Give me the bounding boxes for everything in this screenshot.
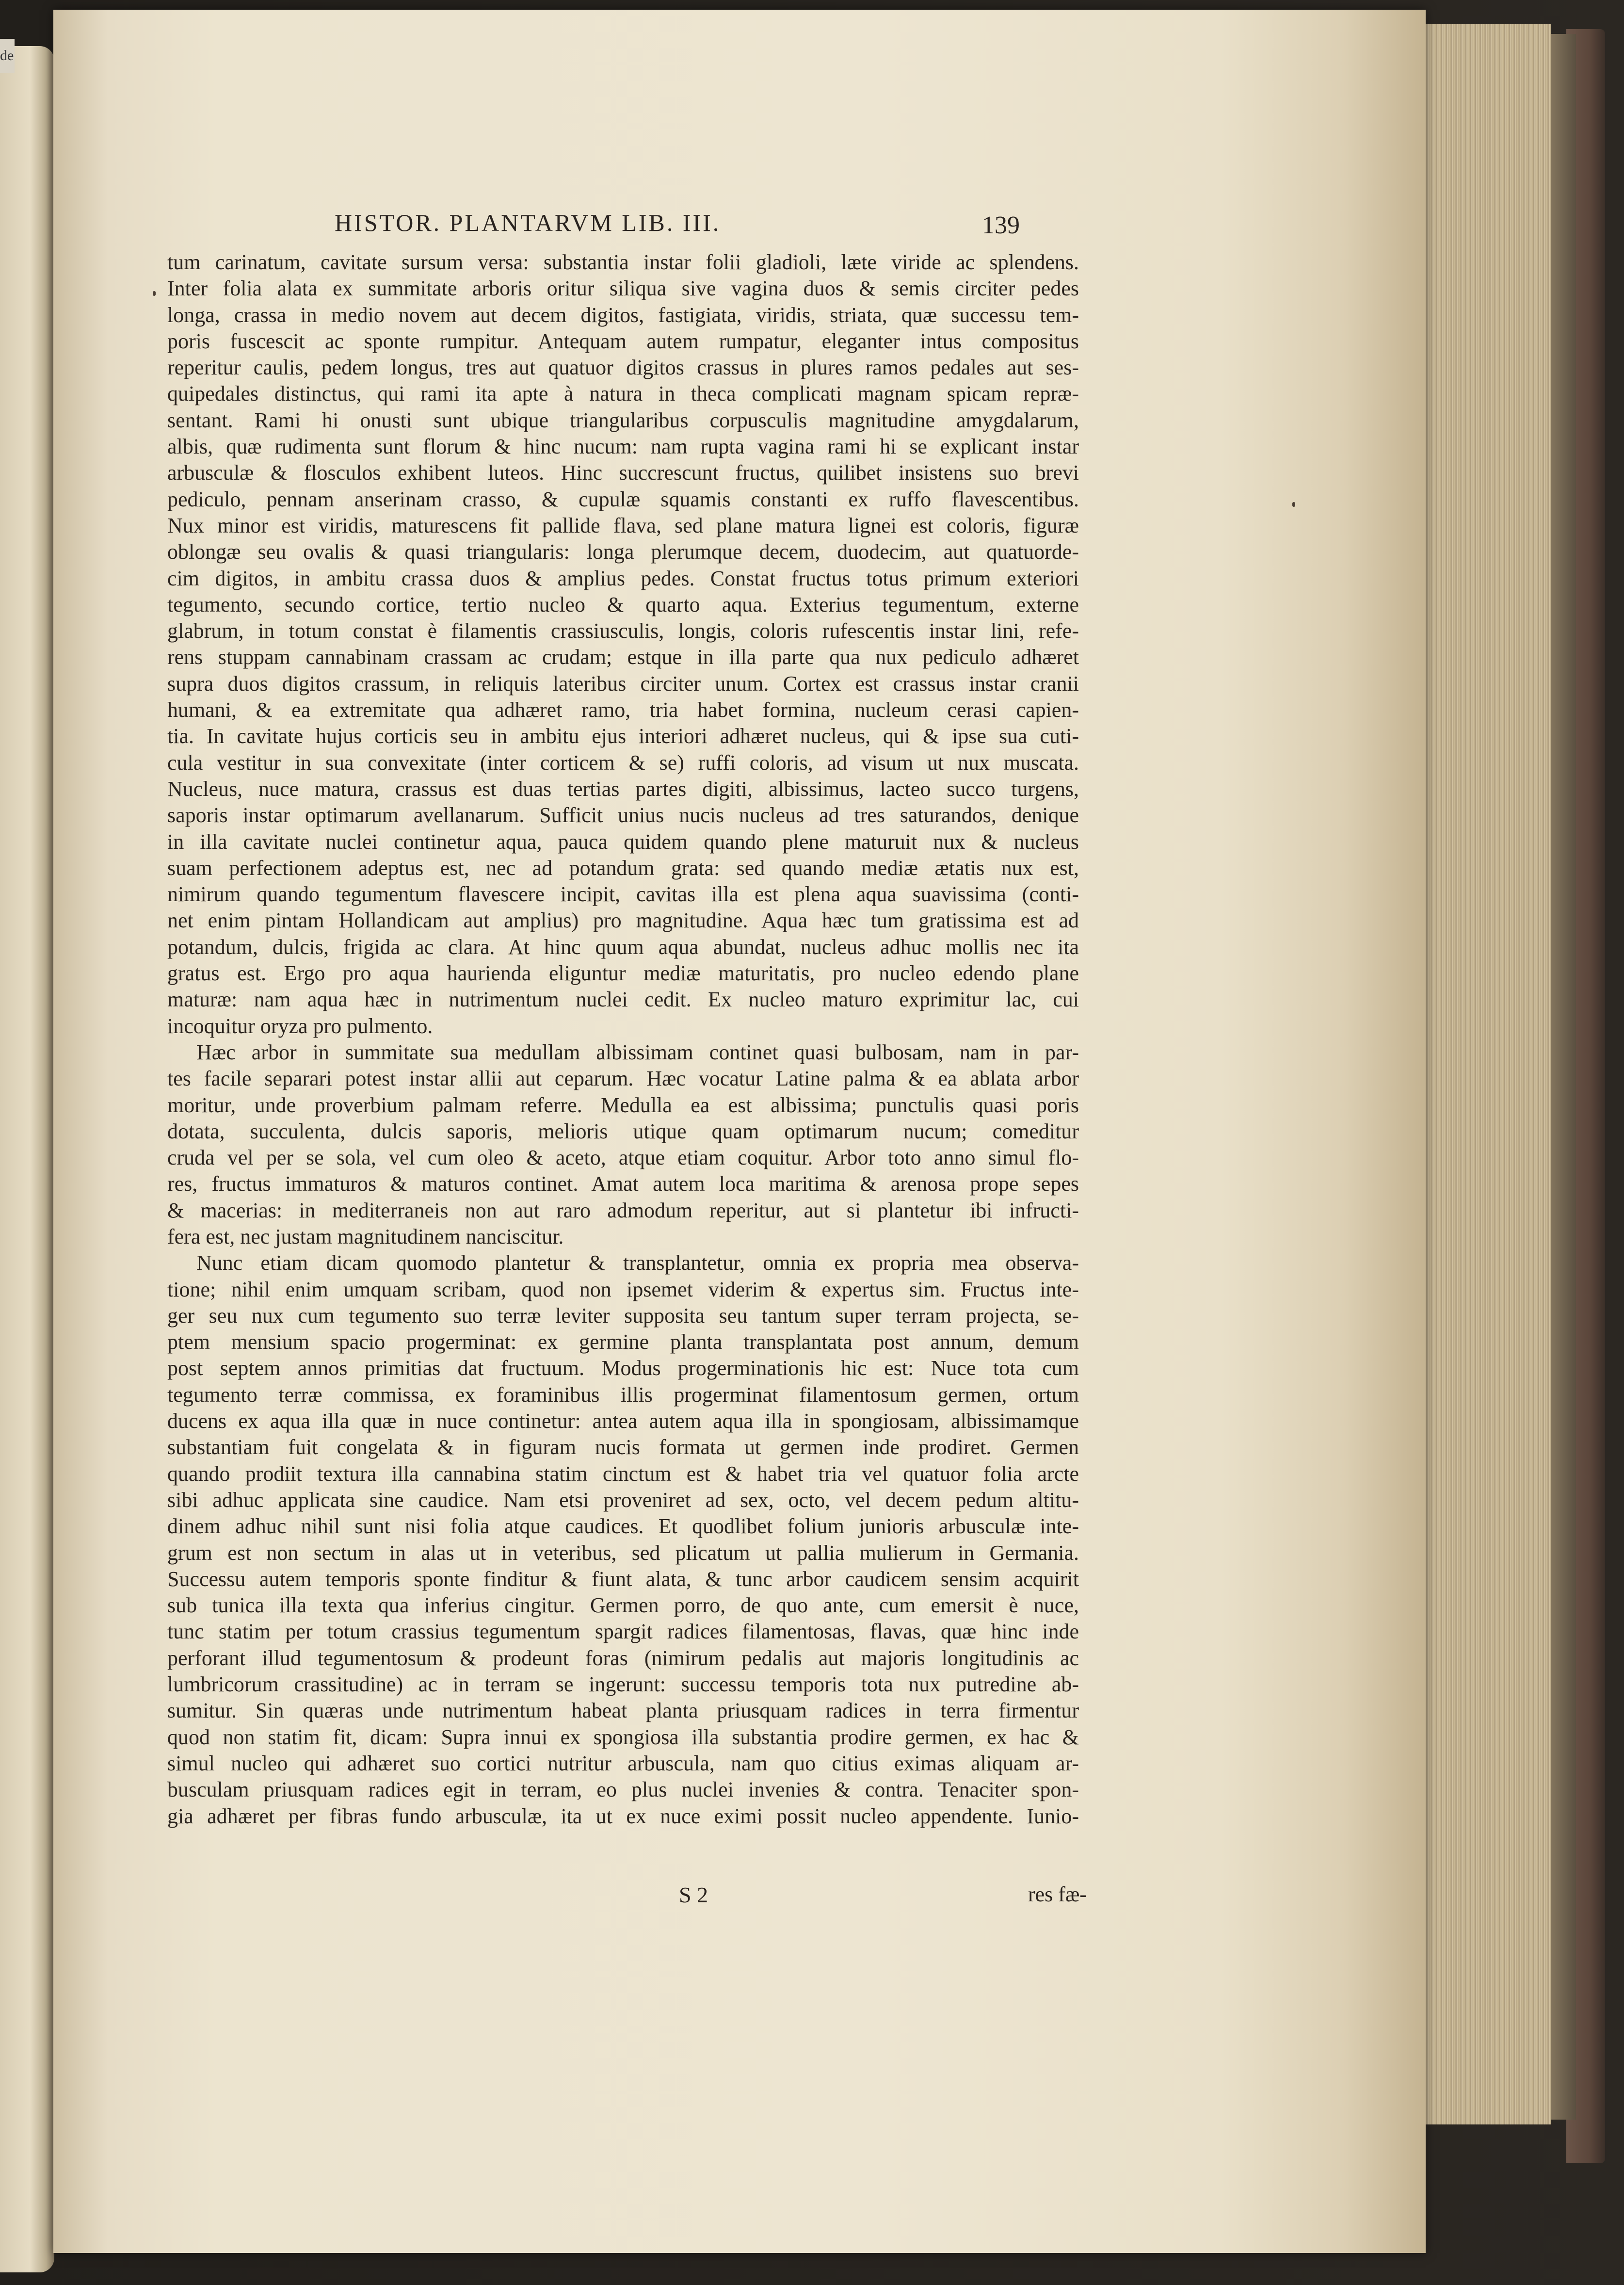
text-line: dotata, succulenta, dulcis saporis, melioris utique quam optimarum nucum; comeditur bbox=[167, 1119, 1079, 1143]
text-line: quipedales distinctus, qui rami ita apte à natura in theca complicati magnam spicam repræ- bbox=[167, 382, 1079, 406]
text-line: pediculo, pennam anserinam crasso, & cupulæ squamis constanti ex ruffo flavescentibus. bbox=[167, 487, 1079, 511]
text-line: ducens ex aqua illa quæ in nuce continetur: antea autem aqua illa in spongiosam, albissimamque bbox=[167, 1409, 1079, 1433]
text-line: longa, crassa in medio novem aut decem digitos, fastigiata, viridis, striata, quæ successu tem- bbox=[167, 303, 1079, 327]
text-line: grum est non sectum in alas ut in veteribus, sed plicatum ut pallia mulierum in Germania. bbox=[167, 1540, 1079, 1565]
text-line: maturæ: nam aqua hæc in nutrimentum nuclei cedit. Ex nucleo maturo exprimitur lac, cui bbox=[167, 988, 1079, 1012]
text-line: rens stuppam cannabinam crassam ac crudam; estque in illa parte qua nux pediculo adhæret bbox=[167, 645, 1079, 669]
text-line: & macerias: in mediterraneis non aut raro admodum reperitur, aut si plantetur ibi infructi- bbox=[167, 1198, 1079, 1222]
text-line: Nux minor est viridis, maturescens fit pallide flava, sed plane matura lignei est coloris, figuræ bbox=[167, 513, 1079, 537]
text-line: oblongæ seu ovalis & quasi triangularis: longa plerumque decem, duodecim, aut quatuorde- bbox=[167, 540, 1079, 564]
text-line: quando prodiit textura illa cannabina statim cinctum est & habet tria vel quatuor folia arcte bbox=[167, 1461, 1079, 1486]
text-line: tum carinatum, cavitate sursum versa: substantia instar folii gladioli, læte viride ac splendens. bbox=[167, 250, 1079, 274]
text-line: reperitur caulis, pedem longus, tres aut quatuor digitos crassus in plures ramos pedales aut ses- bbox=[167, 356, 1079, 380]
text-line: poris fuscescit ac sponte rumpitur. Antequam autem rumpatur, eleganter intus compositus bbox=[167, 329, 1079, 353]
text-line: simul nucleo qui adhæret suo cortici nutritur arbuscula, nam quo citius eximas aliquam ar- bbox=[167, 1751, 1079, 1775]
text-line: gia adhæret per fibras fundo arbusculæ, ita ut ex nuce eximi possit nucleo appendente. Iunio- bbox=[167, 1804, 1079, 1828]
text-line: Hæc arbor in summitate sua medullam albissimam continet quasi bulbosam, nam in par- bbox=[196, 1040, 1079, 1064]
text-line: cim digitos, in ambitu crassa duos & amplius pedes. Constat fructus totus primum exteriori bbox=[167, 566, 1079, 590]
text-line: net enim pintam Hollandicam aut amplius) pro magnitudine. Aqua hæc tum gratissima est ad bbox=[167, 908, 1079, 933]
text-line: sentant. Rami hi onusti sunt ubique triangularibus corpusculis magnitudine amygdalarum, bbox=[167, 408, 1079, 432]
text-line: tione; nihil enim umquam scribam, quod non ipsemet viderim & expertus sim. Fructus inte- bbox=[167, 1277, 1079, 1301]
ink-speck bbox=[1292, 502, 1295, 507]
text-line: busculam priusquam radices egit in terram, eo plus nuclei invenies & contra. Tenaciter spon- bbox=[167, 1778, 1079, 1802]
text-line: tegumento, secundo cortice, tertio nucleo & quarto aqua. Exterius tegumentum, externe bbox=[167, 592, 1079, 616]
text-line: humani, & ea extremitate qua adhæret ramo, tria habet formina, nucleum cerasi capien- bbox=[167, 698, 1079, 722]
text-line: potandum, dulcis, frigida ac clara. At hinc quum aqua abundat, nucleus adhuc mollis nec ita bbox=[167, 935, 1079, 959]
text-line: Nunc etiam dicam quomodo plantetur & transplantetur, omnia ex propria mea observa- bbox=[196, 1251, 1079, 1275]
text-line: albis, quæ rudimenta sunt florum & hinc nucum: nam rupta vagina rami hi se explicant instar bbox=[167, 435, 1079, 459]
text-line: quod non statim fit, dicam: Supra innui ex spongiosa illa substantia prodire germen, ex hac & bbox=[167, 1725, 1079, 1749]
text-line: Inter folia alata ex summitate arboris oritur siliqua sive vagina duos & semis circiter pedes bbox=[167, 276, 1079, 301]
text-line: cula vestitur in sua convexitate (inter corticem & se) ruffi coloris, ad visum ut nux muscata. bbox=[167, 750, 1079, 775]
text-line: supra duos digitos crassum, in reliquis lateribus circiter unum. Cortex est crassus instar cranii bbox=[167, 671, 1079, 696]
text-line: sumitur. Sin quæras unde nutrimentum habeat planta priusquam radices in terra firmentur bbox=[167, 1699, 1079, 1723]
text-line: ger seu nux cum tegumento suo terræ leviter supposita seu tantum super terram projecta, se- bbox=[167, 1303, 1079, 1328]
text-line: sub tunica illa texta qua inferius cingitur. Germen porro, de quo ante, cum emersit è nuce, bbox=[167, 1593, 1079, 1618]
text-line: glabrum, in totum constat è filamentis crassiusculis, longis, coloris rufescentis instar lini, refe- bbox=[167, 619, 1079, 643]
text-line: cruda vel per se sola, vel cum oleo & aceto, atque etiam coquitur. Arbor toto anno simul flo- bbox=[167, 1146, 1079, 1170]
text-line: arbusculæ & flosculos exhibent luteos. Hinc succrescunt fructus, quilibet insistens suo brevi bbox=[167, 461, 1079, 485]
text-line: post septem annos primitias dat fructuum. Modus progerminationis hic est: Nuce tota cum bbox=[167, 1356, 1079, 1380]
left-page-edge bbox=[0, 46, 54, 2272]
text-line: fera est, nec justam magnitudinem nanciscitur. bbox=[167, 1224, 564, 1248]
text-line: ptem mensium spacio progerminat: ex germine planta transplantata post annum, demum bbox=[167, 1330, 1079, 1354]
text-line: tunc statim per totum crassius tegumentum spargit radices filamentosas, flavas, quæ hinc inde bbox=[167, 1620, 1079, 1644]
ink-speck bbox=[153, 291, 156, 296]
text-line: tes facile separari potest instar allii aut ceparum. Hæc vocatur Latine palma & ea ablata arbor bbox=[167, 1067, 1079, 1091]
text-line: sibi adhuc applicata sine caudice. Nam etsi proveniret ad sex, octo, vel decem pedum altitu- bbox=[167, 1488, 1079, 1512]
text-line: dinem adhuc nihil sunt nisi folia atque caudices. Et quodlibet folium junioris arbusculæ inte- bbox=[167, 1514, 1079, 1539]
running-head: HISTOR. PLANTARVM LIB. III. bbox=[335, 209, 721, 236]
stacked-page-edges bbox=[1404, 24, 1551, 2124]
text-line: substantiam fuit congelata & in figuram nucis formata ut germen inde prodiret. Germen bbox=[167, 1435, 1079, 1459]
catchword: res fæ- bbox=[1028, 1882, 1087, 1906]
text-line: lumbricorum crassitudine) ac in terram se ingerunt: successu temporis tota nux putredine ab- bbox=[167, 1672, 1079, 1697]
text-line: in illa cavitate nuclei continetur aqua, pauca quidem quando plene maturuit nux & nucleus bbox=[167, 829, 1079, 854]
text-line: tegumento terræ commissa, ex foraminibus illis progerminat filamentosum germen, ortum bbox=[167, 1382, 1079, 1407]
text-line: nimirum quando tegumentum flavescere incipit, cavitas illa est plena aqua suavissima (conti- bbox=[167, 882, 1079, 907]
left-page-tab bbox=[0, 39, 15, 73]
text-line: tia. In cavitate hujus corticis seu in ambitu ejus interiori adhæret nucleus, qui & ipse sua cuti- bbox=[167, 724, 1079, 748]
text-line: perforant illud tegumentosum & prodeunt foras (nimirum pedalis aut majoris longitudinis ac bbox=[167, 1646, 1079, 1670]
text-line: saporis instar optimarum avellanarum. Sufficit unius nucis nucleus ad tres saturandos, denique bbox=[167, 803, 1079, 827]
text-line: Successu autem temporis sponte finditur & fiunt alata, & tunc arbor caudicem sensim acquirit bbox=[167, 1567, 1079, 1591]
text-line: suam perfectionem adeptus est, nec ad potandum grata: sed quando mediæ ætatis nux est, bbox=[167, 856, 1079, 880]
text-line: gratus est. Ergo pro aqua haurienda eliguntur mediæ maturitatis, pro nucleo edendo plane bbox=[167, 961, 1079, 986]
text-line: incoquitur oryza pro pulmento. bbox=[167, 1014, 433, 1038]
text-line: Nucleus, nuce matura, crassus est duas tertias partes digiti, albissimus, lacteo succo turgens, bbox=[167, 777, 1079, 801]
signature-mark: S 2 bbox=[679, 1882, 708, 1907]
body-text bbox=[167, 249, 1079, 1830]
page-number: 139 bbox=[982, 211, 1020, 239]
text-line: moritur, unde proverbium palmam referre. Medulla ea est albissima; punctulis quasi poris bbox=[167, 1093, 1079, 1117]
text-line: res, fructus immaturos & maturos continet. Amat autem loca maritima & arenosa prope sepes bbox=[167, 1172, 1079, 1196]
left-tab-text: de bbox=[0, 48, 14, 64]
